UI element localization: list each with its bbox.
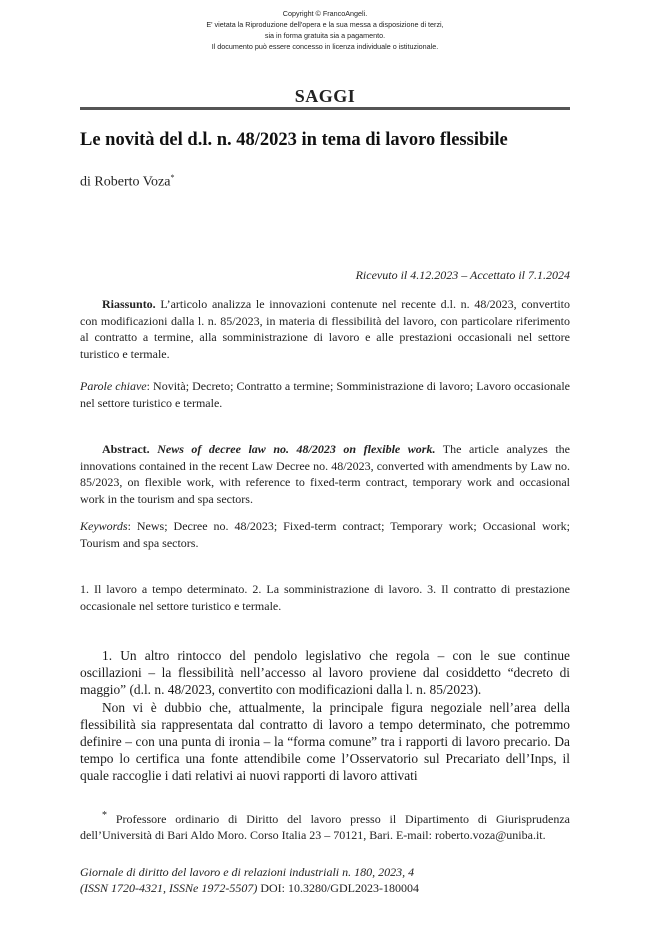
keywords-paragraph xyxy=(80,518,570,551)
copyright-line: sia in forma gratuita sia a pagamento. xyxy=(264,31,386,40)
copyright-line: Copyright © FrancoAngeli. xyxy=(282,9,368,18)
riassunto-label: Riassunto. xyxy=(102,297,156,311)
journal-issn: (ISSN 1720-4321, ISSNe 1972-5507) xyxy=(80,881,258,895)
keywords-text: : News; Decree no. 48/2023; Fixed-term contract; Temporary work; Occasional work; Tourism and spa sectors. xyxy=(80,519,570,550)
journal-title-line xyxy=(80,864,570,880)
footnote-mark: * xyxy=(102,810,107,821)
journal-issn-line xyxy=(80,880,570,896)
body-paragraph: 1. Un altro rintocco del pendolo legislativo che regola – con le sue continue oscillazioni – la flessibilità nell’accesso al lavoro proviene dal cosiddetto “decreto di maggio” (d.l. n. 48/2023, convertito con modificazioni dalla l. n. 85/2023). xyxy=(80,648,570,698)
body-paragraph: Non vi è dubbio che, attualmente, la principale figura negoziale nell’area della flessibilità sia rappresentata dal contratto di lavoro a tempo determinato, che potremmo definire – con una punta di ironia – la “forma comune” tra i rapporti di lavoro precario. Da tempo lo certifica una fonte attendibile come l’Osservatorio sul Precariato dell’Inps, il quale raccoglie i dati relativi ai nuovi rapporti di lavoro attivati xyxy=(80,699,570,784)
parole-chiave-text: : Novità; Decreto; Contratto a termine; Somministrazione di lavoro; Lavoro occasionale nel settore turistico e termale. xyxy=(80,379,571,410)
author-footnote-mark[interactable]: * xyxy=(170,173,175,182)
copyright-notice xyxy=(0,8,650,52)
journal-citation xyxy=(80,864,570,896)
abstract-label: Abstract. xyxy=(102,442,150,456)
copyright-line: E' vietata la Riproduzione dell'opera e la sua messa a disposizione di terzi, xyxy=(206,20,444,29)
article-title: Le novità del d.l. n. 48/2023 in tema di lavoro flessibile xyxy=(80,130,508,150)
riassunto-paragraph xyxy=(80,296,570,362)
journal-title: Giornale di diritto del lavoro e di relazioni industriali n. 180, 2023, 4 xyxy=(80,865,415,879)
footnote-text: Professore ordinario di Diritto del lavoro presso il Dipartimento di Giurisprudenza dell’Università di Bari Aldo Moro. Corso Italia 23 – 70121, Bari. E-mail: roberto.voza@uniba.it. xyxy=(80,812,570,842)
abstract-title: News of decree law no. 48/2023 on flexible work. xyxy=(157,442,436,456)
table-of-contents: 1. Il lavoro a tempo determinato. 2. La somministrazione di lavoro. 3. Il contratto di prestazione occasionale nel settore turistico e termale. xyxy=(80,582,570,613)
footnote xyxy=(80,808,570,843)
copyright-line: Il documento può essere concesso in licenza individuale o istituzionale. xyxy=(211,42,439,51)
riassunto-text: L’articolo analizza le innovazioni contenute nel recente d.l. n. 48/2023, convertito con modificazioni dalla l. n. 85/2023, in materia di flessibilità del lavoro, con particolare riferimento al contratto a termine, alla somministrazione di lavoro e alle prestazioni occasionali nel settore turistico e termale. xyxy=(80,297,570,361)
parole-chiave-label: Parole chiave xyxy=(80,379,147,393)
article-body xyxy=(80,647,570,785)
journal-doi[interactable]: DOI: 10.3280/GDL2023-180004 xyxy=(257,881,419,895)
section-rule xyxy=(80,107,570,110)
received-accepted-dates: Ricevuto il 4.12.2023 – Accettato il 7.1.2024 xyxy=(355,268,570,282)
keywords-label: Keywords xyxy=(80,519,128,533)
author-line xyxy=(80,173,174,191)
author-name: di Roberto Voza xyxy=(80,174,171,190)
abstract-paragraph xyxy=(80,441,570,507)
parole-chiave-paragraph xyxy=(80,378,570,411)
section-heading: SAGGI xyxy=(294,86,356,106)
abstract-text: The article analyzes the innovations contained in the recent Law Decree no. 48/2023, converted with amendments by Law no. 85/2023, on flexible work, with reference to fixed-term contract, temporary work and occasional work in the tourism and spa sectors. xyxy=(80,442,571,506)
